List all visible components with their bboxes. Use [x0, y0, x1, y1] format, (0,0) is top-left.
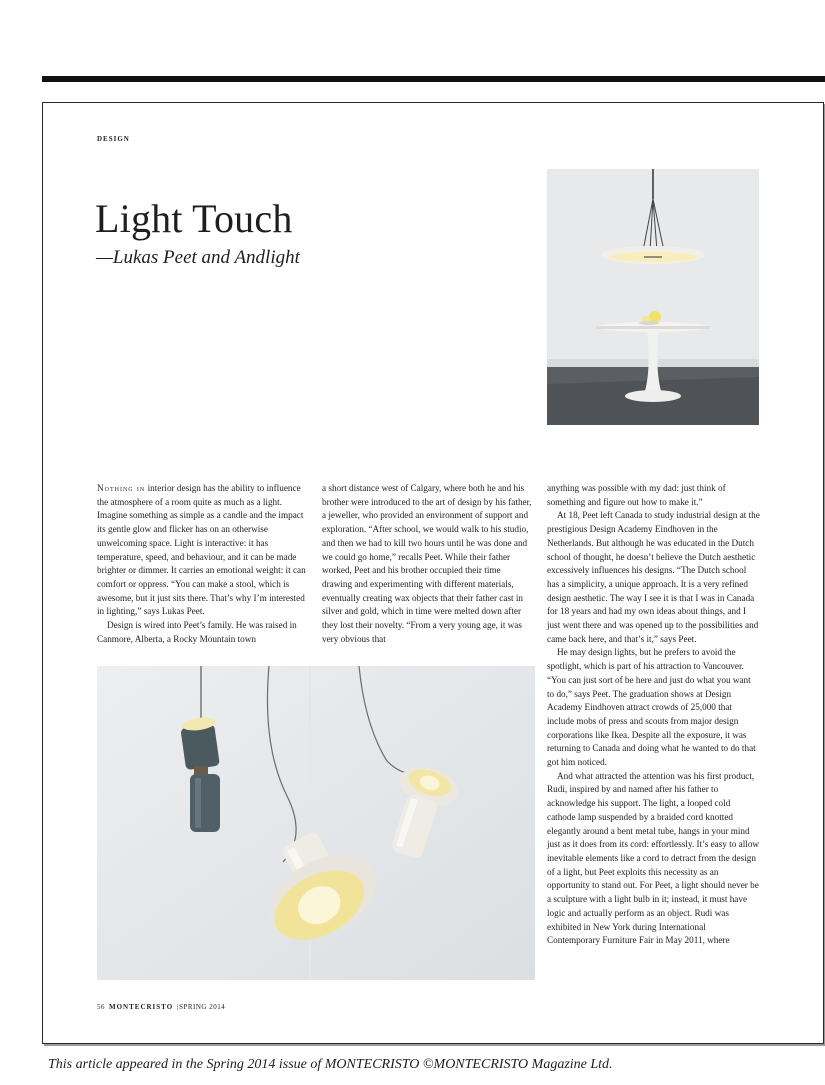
- table-lamp-photo: [547, 169, 759, 425]
- text-column-1: [97, 482, 307, 646]
- section-label: DESIGN: [97, 135, 130, 143]
- text-column-2: [322, 482, 532, 646]
- paragraph: Design is wired into Peet’s family. He was raised in Canmore, Alberta, a Rocky Mountain town: [97, 620, 297, 644]
- lead-in: Nothing in: [97, 483, 146, 493]
- paragraph: He may design lights, but he prefers to avoid the spotlight, which is part of his attraction to Vancouver. “You can just sort of be here and just do what you want to do,” says Peet. The graduation shows at Design Academy Eindhoven attract crowds of 25,000 that include mobs of press and scouts from major design corporations like Ikea. Despite all the exposure, it was returning to Canada and doing what he wanted to do that got him noticed.: [547, 647, 756, 768]
- issue-label: |SPRING 2014: [177, 1003, 226, 1011]
- article-title: Light Touch: [95, 196, 293, 241]
- pendant-lights-photo: [97, 666, 535, 980]
- page-number: 56: [97, 1003, 105, 1011]
- article-subtitle: —Lukas Peet and Andlight: [96, 247, 300, 268]
- paragraph: anything was possible with my dad: just think of something and figure out how to make it.”: [547, 483, 726, 507]
- page-folio: [97, 1003, 225, 1011]
- paragraph: And what attracted the attention was his first product, Rudi, inspired by and named after his father to acknowledge his support. The light, a looped cold cathode lamp suspended by a braided cord knotted elegantly around a bent metal tube, hangs in your mind just as it does from its cord: effortlessly. It’s easy to allow inevitable elements like a cord to detract from the design of a light, but Peet exploits this necessity as an opportunity to stand out. For Peet, a light should never be a sculpture with a light bulb in it; instead, it must have logic and actually perform as an object. Rudi was exhibited in New York during International Contemporary Furniture Fair in May 2011, where: [547, 770, 760, 946]
- copyright-note: This article appeared in the Spring 2014 issue of MONTECRISTO ©MONTECRISTO Magazine Ltd.: [48, 1057, 613, 1072]
- paragraph: At 18, Peet left Canada to study industrial design at the prestigious Design Academy Eindhoven in the Netherlands. But although he was educated in the Dutch school of thought, he doesn’t believe the Dutch aesthetic excessively influences his designs. “The Dutch school has a simplicity, a unique approach. It is a very refined design aesthetic. The way I see it is that I was in Canada for 18 years and had my own ideas about things, and I just went there and was opened up to the possibilities and came back here, and that’s it,” says Peet.: [547, 510, 760, 644]
- paragraph: a short distance west of Calgary, where both he and his brother were introduced to the art of design by his father, a jeweller, who provided an environment of support and exploration. “After school, we would walk to his studio, and then we had to kill two hours until he was done and we could go home,” recalls Peet. While their father worked, Peet and his brother occupied their time drawing and experimenting with different materials, eventually creating wax objects that their father cast in silver and gold, which in time were melted down after they lost their novelty. “From a very young age, it was very obvious that: [322, 483, 532, 644]
- paragraph: Nothing in interior design has the ability to influence the atmosphere of a room quite as much as a light. Imagine something as simple as a candle and the impact its gentle glow and flicker has on an otherwise unwelcoming space. Light is interactive: it has temperature, speed, and behaviour, and it can be made brighter or dimmer. It carries an emotional weight: it can comfort or oppress. “You can make a stool, which is awesome, but it just sits there. That’s why I’m interested in lighting,” says Lukas Peet.: [97, 483, 306, 617]
- magazine-name: MONTECRISTO: [109, 1003, 174, 1011]
- text-column-3: [547, 482, 760, 948]
- top-rule: [42, 76, 825, 82]
